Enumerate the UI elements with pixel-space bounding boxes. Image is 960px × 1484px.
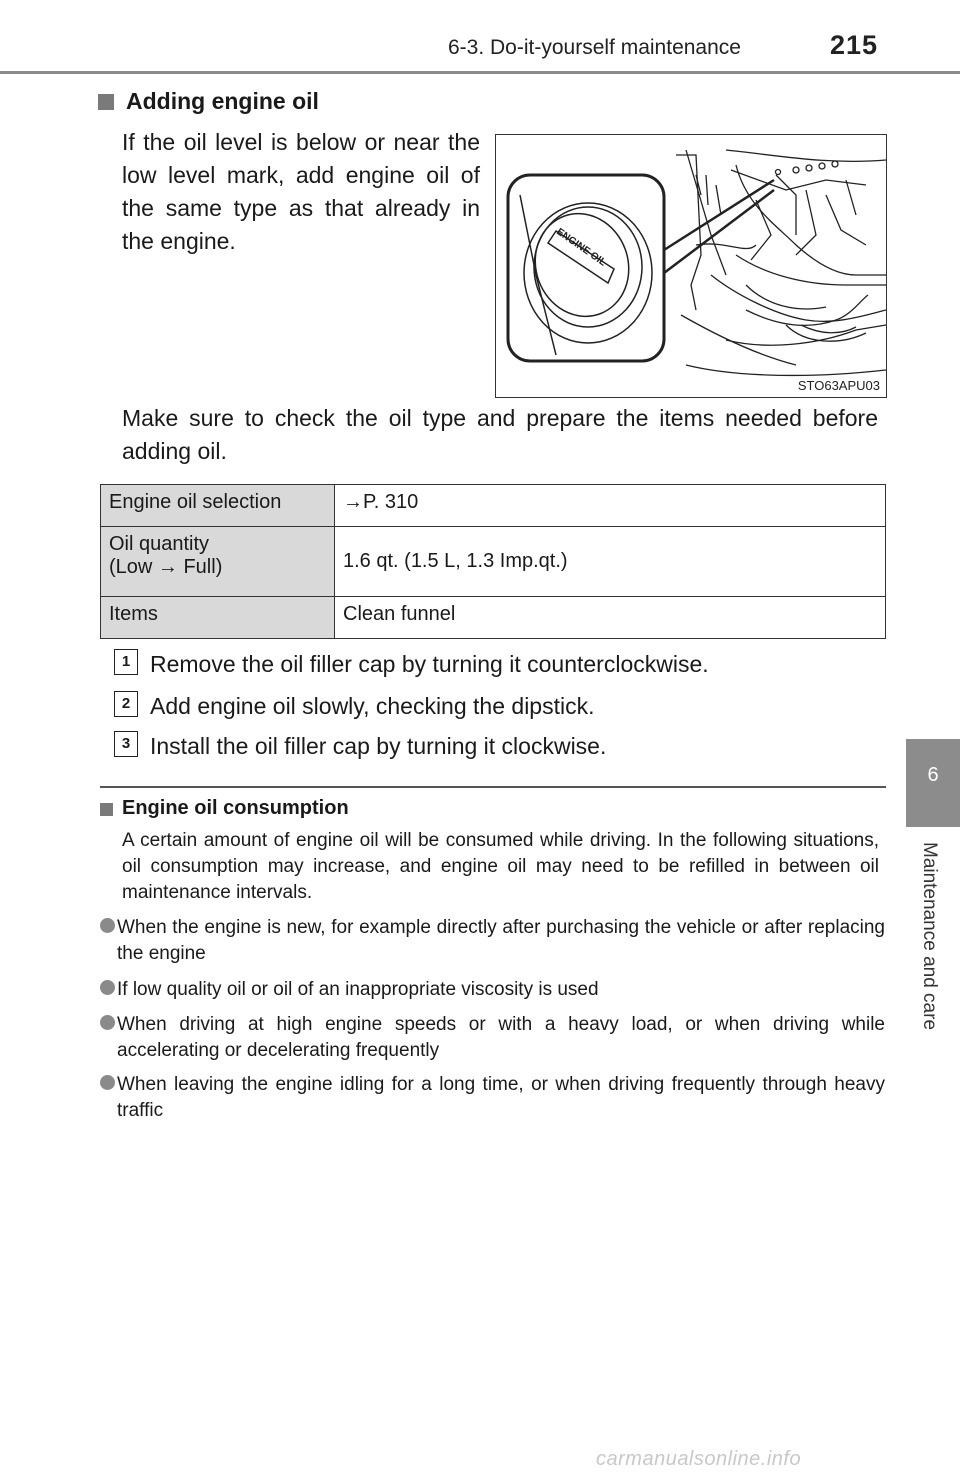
table-value: Clean funnel [335,597,886,639]
list-item-text: If low quality oil or oil of an inappropriate viscosity is used [117,979,599,1000]
engine-oil-cap-figure [495,134,887,398]
page-number: 215 [830,30,879,60]
step-text: Remove the oil filler cap by turning it counterclockwise. [150,651,709,677]
table-label: Items [101,597,335,639]
step-number-badge: 3 [114,731,138,757]
bullet-icon [100,1015,115,1030]
list-item-text: When the engine is new, for example directly after purchasing the vehicle or after replacing the engine [117,917,885,964]
table-value: 1.6 qt. (1.5 L, 1.3 Imp.qt.) [335,527,886,597]
adding-oil-note: Make sure to check the oil type and prepare the items needed before adding oil. [122,405,878,464]
step-text: Install the oil filler cap by turning it clockwise. [150,733,607,759]
table-row [101,485,886,527]
section-divider [100,786,886,788]
chapter-tab-number: 6 [927,764,939,786]
step-number-badge: 1 [114,649,138,675]
consumption-intro: A certain amount of engine oil will be consumed while driving. In the following situations, oil consumption may increase, and engine oil may need to be refilled in between oil maintenance intervals. [122,830,879,903]
section-title-adding-oil: Adding engine oil [126,88,319,114]
bullet-icon [100,1075,115,1090]
chapter-tab-label: Maintenance and care [919,842,940,1031]
bullet-icon [100,980,115,995]
bullet-icon [100,918,115,933]
header-section-title: 6-3. Do-it-yourself maintenance [448,36,741,59]
table-label: Engine oil selection [101,485,335,527]
step-number-badge: 2 [114,691,138,717]
step-text: Add engine oil slowly, checking the dipstick. [150,693,595,719]
table-label: Oil quantity (Low → Full) [101,527,335,597]
list-item-text: When leaving the engine idling for a long time, or when driving frequently through heavy traffic [117,1074,885,1121]
section-marker-icon [100,803,113,816]
table-row [101,597,886,639]
step-item [114,649,874,679]
watermark: carmanualsonline.info [596,1448,802,1470]
table-value: →P. 310 [335,485,886,527]
table-row [101,527,886,597]
section-title-consumption: Engine oil consumption [122,797,349,819]
header-divider [0,71,960,74]
oil-spec-table [100,484,886,639]
section-marker-icon [98,94,114,110]
cap-label-text: ENGINE OIL [554,226,608,269]
list-item-text: When driving at high engine speeds or with a heavy load, or when driving while accelerating or decelerating frequently [117,1014,885,1061]
step-item [114,691,874,721]
engine-bay-illustration [496,135,886,397]
adding-oil-intro: If the oil level is below or near the low level mark, add engine oil of the same type as that already in the engine. [122,129,480,254]
step-item [114,731,874,761]
figure-code: STO63APU03 [797,378,880,393]
